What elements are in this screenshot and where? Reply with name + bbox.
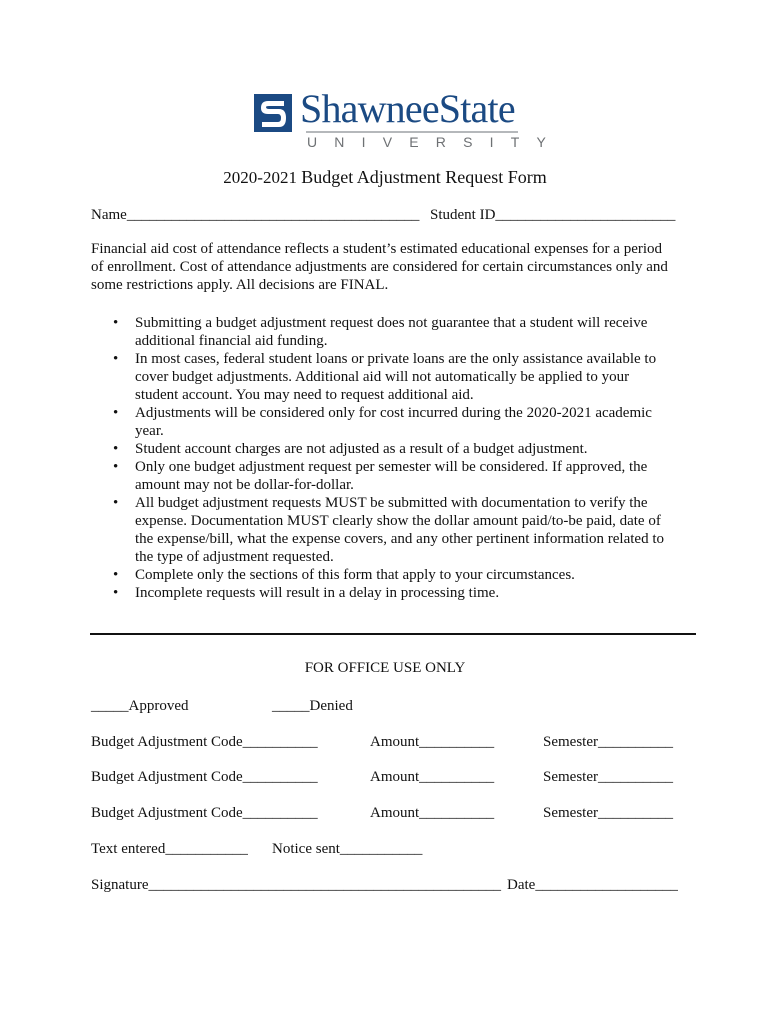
list-item-line: All budget adjustment requests MUST be submitted with documentation to verify the — [135, 495, 648, 511]
page-title — [0, 167, 770, 188]
bullet-icon: • — [113, 351, 119, 367]
bullet-icon: • — [113, 405, 119, 421]
list-item — [91, 566, 691, 584]
notice-sent-field[interactable]: Notice sent___________ — [272, 841, 423, 857]
intro-line: of enrollment. Cost of attendance adjustments are considered for certain circumstances only and — [91, 259, 668, 275]
list-item-line: Student account charges are not adjusted as a result of a budget adjustment. — [135, 441, 588, 457]
budget-adjustment-code-field[interactable]: Budget Adjustment Code__________ — [91, 769, 318, 785]
student-id-field[interactable]: Student ID________________________ — [430, 207, 676, 223]
list-item-line: cover budget adjustments. Additional aid will not automatically be applied to your — [135, 369, 630, 385]
semester-field[interactable]: Semester__________ — [543, 805, 673, 821]
amount-field[interactable]: Amount__________ — [370, 769, 495, 785]
university-logo — [254, 86, 564, 152]
bullet-icon: • — [113, 459, 119, 475]
list-item-line: year. — [135, 423, 164, 439]
semester-field[interactable]: Semester__________ — [543, 734, 673, 750]
list-item-line: expense. Documentation MUST clearly show the dollar amount paid/to-be paid, date of — [135, 513, 661, 529]
bullet-icon: • — [113, 495, 119, 511]
list-item — [91, 404, 691, 440]
title-year: 2020-2021 — [223, 168, 297, 187]
list-item-line: Only one budget adjustment request per semester will be considered. If approved, the — [135, 459, 648, 475]
list-item — [91, 458, 691, 494]
list-item-line: In most cases, federal student loans or private loans are the only assistance available to — [135, 351, 657, 367]
list-item-line: Adjustments will be considered only for cost incurred during the 2020-2021 academic — [135, 405, 652, 421]
date-field[interactable]: Date___________________ — [507, 877, 678, 893]
budget-adjustment-code-field[interactable]: Budget Adjustment Code__________ — [91, 805, 318, 821]
intro-line: some restrictions apply. All decisions are FINAL. — [91, 277, 389, 293]
intro-line: Financial aid cost of attendance reflects a student’s estimated educational expenses for a period — [91, 241, 663, 257]
list-item-line: amount may not be dollar-for-dollar. — [135, 477, 354, 493]
approved-field[interactable]: _____Approved — [91, 698, 189, 714]
office-use-heading: FOR OFFICE USE ONLY — [304, 660, 466, 676]
list-item-line: additional financial aid funding. — [135, 333, 328, 349]
logo-wordmark: ShawneeState — [300, 86, 515, 131]
title-text: Budget Adjustment Request Form — [301, 167, 547, 187]
bullet-icon: • — [113, 585, 119, 601]
list-item-line: student account. You may need to request additional aid. — [135, 387, 474, 403]
logo-subtitle: UNIVERSITY — [307, 134, 564, 150]
list-item-line: Submitting a budget adjustment request does not guarantee that a student will receive — [135, 315, 648, 331]
bullet-icon: • — [113, 441, 119, 457]
list-item-line: the type of adjustment requested. — [135, 549, 334, 565]
text-entered-field[interactable]: Text entered___________ — [91, 841, 248, 857]
bullet-icon: • — [113, 315, 119, 331]
list-item — [91, 440, 691, 458]
amount-field[interactable]: Amount__________ — [370, 805, 495, 821]
list-item-line: the expense/bill, what the expense covers, and any other pertinent information related to — [135, 531, 664, 547]
denied-field[interactable]: _____Denied — [272, 698, 353, 714]
list-item — [91, 314, 691, 350]
list-item — [91, 584, 691, 602]
section-divider — [90, 633, 696, 635]
ssu-s-logo-icon — [254, 94, 292, 132]
semester-field[interactable]: Semester__________ — [543, 769, 673, 785]
signature-field[interactable]: Signature_______________________________________________ — [91, 877, 501, 893]
bullet-icon: • — [113, 567, 119, 583]
list-item — [91, 494, 691, 566]
list-item-line: Complete only the sections of this form that apply to your circumstances. — [135, 567, 575, 583]
budget-adjustment-code-field[interactable]: Budget Adjustment Code__________ — [91, 734, 318, 750]
amount-field[interactable]: Amount__________ — [370, 734, 495, 750]
name-field[interactable]: Name_______________________________________ — [91, 207, 420, 223]
intro-paragraph — [91, 240, 691, 294]
list-item — [91, 350, 691, 404]
list-item-line: Incomplete requests will result in a delay in processing time. — [135, 585, 500, 601]
requirements-list — [91, 314, 691, 602]
